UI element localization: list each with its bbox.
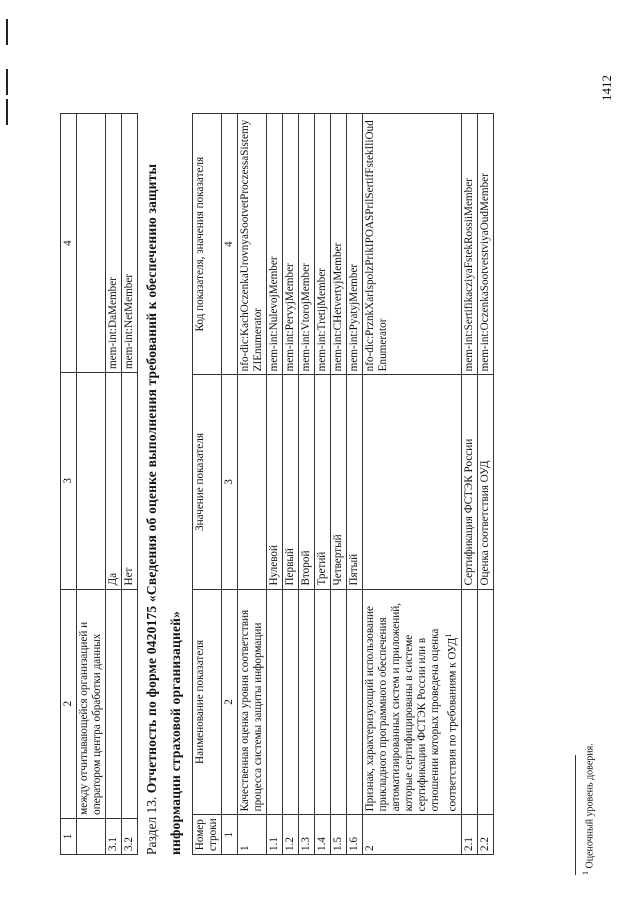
table-continuation	[60, 113, 138, 855]
row-number: 2.1	[461, 815, 477, 855]
row-number: 2	[363, 815, 462, 855]
column-number: 1	[222, 815, 238, 855]
footnote-divider	[575, 755, 576, 875]
table-row	[363, 114, 462, 855]
row-number: 3.1	[106, 818, 122, 854]
row-value: Нет	[122, 373, 138, 590]
row-code: mem-int:TretijMember	[315, 114, 331, 375]
row-value: Оценка соответствия ОУД	[477, 375, 493, 589]
row-name	[347, 589, 363, 815]
column-number: 2	[222, 589, 238, 815]
header-cell: 3	[61, 373, 77, 590]
binding-mark	[6, 19, 8, 45]
row-value: Первый	[283, 375, 299, 589]
row-name: между отчитывающейся организацией и оператором центра обработки данных	[77, 589, 106, 818]
row-code: mem-int:PervyjMember	[283, 114, 299, 375]
column-number: 3	[222, 375, 238, 589]
row-number: 1.2	[283, 815, 299, 855]
row-number: 1.3	[299, 815, 315, 855]
table-row	[283, 114, 299, 855]
table-row	[331, 114, 347, 855]
section-title: Отчетность по форме 0420175 «Сведения об оценке выполнения требований к обеспечению защиты информации страховой организацией»	[144, 163, 183, 855]
table-header-row	[193, 114, 222, 855]
row-number: 1	[238, 815, 267, 855]
row-value: Второй	[299, 375, 315, 589]
row-value: Нулевой	[267, 375, 283, 589]
row-value: Четвертый	[331, 375, 347, 589]
row-name	[122, 589, 138, 818]
row-code: mem-int:VtorojMember	[299, 114, 315, 375]
row-value	[77, 373, 106, 590]
table-row	[122, 114, 138, 855]
row-name	[299, 589, 315, 815]
footnote-reference: 1	[444, 633, 453, 638]
row-code: mem-int:NulevojMember	[267, 114, 283, 375]
row-code: mem-int:NetMember	[122, 114, 138, 373]
binding-mark	[6, 69, 8, 95]
table-row	[477, 114, 493, 855]
table-row	[299, 114, 315, 855]
row-name-text: Признак, характеризующий использование прикладного программного обеспечения автоматизированных систем и приложений, которые сертифицированы в системе сертификации ФСТЭК России или в отношении которых проведена оценка соответствия по требованиям к ОУД	[364, 602, 459, 812]
row-value: Третий	[315, 375, 331, 589]
row-number	[77, 818, 106, 854]
row-code: mem-int:SertifikacziyaFstekRossiiMember	[461, 114, 477, 375]
table-row	[106, 114, 122, 855]
row-code: nfo-dic:KachOczenkaUrovnyaSootvetProczessaSistemyZIEnumerator	[238, 114, 267, 375]
header-indicator-name: Наименование показателя	[193, 589, 222, 815]
row-name	[315, 589, 331, 815]
row-name	[331, 589, 347, 815]
header-row-number: Номер строки	[193, 815, 222, 855]
row-code: mem-int:DaMember	[106, 114, 122, 373]
row-number: 1.4	[315, 815, 331, 855]
indicator-table	[192, 113, 494, 855]
row-value	[363, 375, 462, 589]
binding-mark	[6, 99, 8, 125]
header-cell: 2	[61, 589, 77, 818]
header-indicator-code: Код показателя, значения показателя	[193, 114, 222, 375]
footnote-marker: 1	[581, 871, 590, 875]
table-header-row	[61, 114, 77, 855]
section-heading	[140, 113, 188, 855]
table-row	[315, 114, 331, 855]
section-prefix: Раздел 13.	[144, 796, 159, 855]
row-number: 2.2	[477, 815, 493, 855]
row-name	[363, 589, 462, 815]
header-cell: 1	[61, 818, 77, 854]
footnote	[581, 743, 595, 875]
column-number: 4	[222, 114, 238, 375]
row-code: mem-int:PyatyjMember	[347, 114, 363, 375]
row-name	[461, 589, 477, 815]
table-row	[267, 114, 283, 855]
row-code	[77, 114, 106, 373]
row-name: Качественная оценка уровня соответствия процесса системы защиты информации	[238, 589, 267, 815]
row-value: Сертификация ФСТЭК России	[461, 375, 477, 589]
row-number: 1.1	[267, 815, 283, 855]
table-row	[461, 114, 477, 855]
header-cell: 4	[61, 114, 77, 373]
row-name	[267, 589, 283, 815]
row-code: mem-int:CHetvertyjMember	[331, 114, 347, 375]
row-value: Да	[106, 373, 122, 590]
row-number: 3.2	[122, 818, 138, 854]
row-number: 1.6	[347, 815, 363, 855]
table-column-number-row	[222, 114, 238, 855]
row-name	[106, 589, 122, 818]
header-indicator-value: Значение показателя	[193, 375, 222, 589]
row-name	[283, 589, 299, 815]
row-code: mem-int:OczenkaSootvetstviyaOudMember	[477, 114, 493, 375]
table-row	[347, 114, 363, 855]
page-number: 1412	[599, 75, 614, 101]
table-row	[238, 114, 267, 855]
footnote-text: Оценочный уровень доверия.	[584, 743, 596, 869]
row-value: Пятый	[347, 375, 363, 589]
row-value	[238, 375, 267, 589]
row-number: 1.5	[331, 815, 347, 855]
row-code: nfo-dic:PrznkXarIspolzPrikIPOASPrilSertifFstekIliOudEnumerator	[363, 114, 462, 375]
row-name	[477, 589, 493, 815]
table-row	[77, 114, 106, 855]
